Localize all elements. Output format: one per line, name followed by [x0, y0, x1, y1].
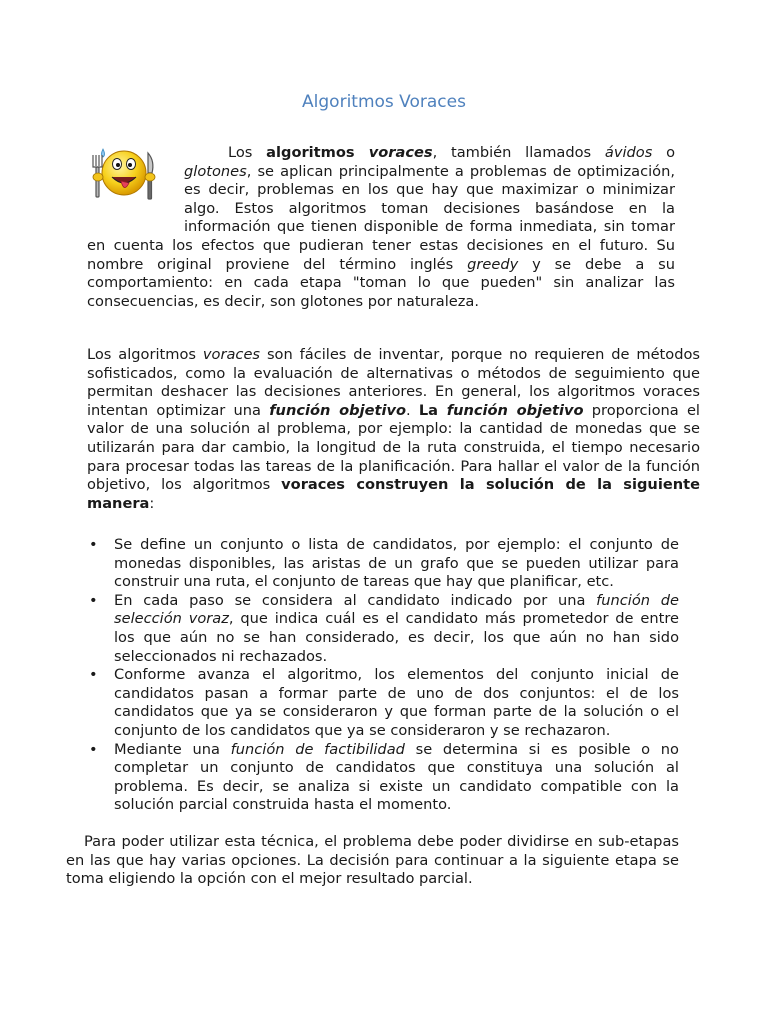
list-item-text: En cada paso se considera al candidato indicado por una: [114, 591, 597, 609]
bullet-list: [87, 536, 679, 815]
text: y se debe a su comportamiento: en cada etapa "toman lo que pueden" sin analizar las consecuencias, es decir, son glotones por naturaleza.: [87, 255, 675, 310]
italic-text: voraces: [202, 346, 261, 363]
text: o: [652, 144, 675, 161]
list-item: [87, 741, 679, 815]
bullet-marker: •: [89, 591, 98, 609]
bold-italic-text: función objetivo: [446, 401, 584, 419]
bold-text: voraces construyen la solución de la siguiente manera: [87, 476, 700, 512]
italic-text: función de factibilidad: [230, 740, 405, 758]
list-item: [87, 666, 679, 740]
closing-paragraph: Para poder utilizar esta técnica, el problema debe poder dividirse en sub-etapas en las que hay varias opciones. La decisión para continuar a la siguiente etapa se toma eligiendo la opción con el mejor resultado parcial.: [66, 833, 679, 888]
text: son fáciles de inventar, porque no requieren de métodos sofisticados, como la evaluación de alternativas o métodos de seguimiento que permitan deshacer las decisiones anteriores. En general, los algoritmos voraces intentan optimizar una: [87, 346, 700, 419]
list-item-text: Mediante una: [114, 740, 231, 758]
list-item: [87, 536, 679, 592]
intro-paragraph: [87, 144, 675, 311]
list-item-text: Conforme avanza el algoritmo, los elementos del conjunto inicial de candidatos pasan a formar parte de uno de dos conjuntos: el de los candidatos que ya se consideraron y que forman parte de la solución o el conjunto de los candidatos que ya se consideraron y se rechazaron.: [114, 666, 679, 739]
icon-wrap-space: [87, 144, 184, 219]
italic-text: ávidos: [604, 144, 653, 161]
italic-text: función de selección voraz: [114, 591, 680, 628]
text: .: [405, 401, 419, 419]
bullet-marker: •: [89, 536, 98, 553]
italic-text: greedy: [467, 255, 519, 273]
bold-text: algoritmos: [266, 144, 369, 161]
body-paragraph: [87, 346, 700, 513]
list-item-text: Se define un conjunto o lista de candidatos, por ejemplo: el conjunto de monedas disponibles, las aristas de un grafo que se pueden utilizar para construir una ruta, el conjunto de tareas que hay que planificar, etc.: [114, 536, 679, 591]
list-item: [87, 592, 679, 666]
list-item-text: , que indica cuál es el candidato más prometedor de entre los que aún no se han considerado, es decir, los que aún no han sido seleccionados ni rechazados.: [114, 610, 679, 665]
text: Los algoritmos: [87, 346, 203, 363]
bullet-marker: •: [89, 740, 98, 758]
text: Los: [228, 144, 267, 161]
bullet-marker: •: [89, 666, 98, 684]
list-item-text: se determina si es posible o no completar un conjunto de candidatos que constituya una solución al problema. Es decir, se analiza si existe un candidato compatible con la solución parcial construida hasta el momento.: [114, 740, 679, 814]
document-title: Algoritmos Voraces: [302, 92, 466, 112]
italic-text: glotones: [184, 162, 247, 180]
bold-italic-text: voraces: [368, 144, 433, 161]
bold-italic-text: función objetivo: [269, 401, 406, 419]
text: , se aplican principalmente a problemas de optimización, es decir, problemas en los que hay que maximizar o minimizar algo. Estos algoritmos toman decisiones basándose en la información que tienen disponible de forma inmediata, sin tomar en cuenta los efectos que pudieran tener estas decisiones en el futuro. Su nombre original proviene del término inglés: [87, 162, 675, 273]
text: :: [149, 494, 155, 512]
text: , también llamados: [432, 144, 605, 161]
bold-text: La: [418, 401, 447, 419]
text: proporciona el valor de una solución al problema, por ejemplo: la cantidad de monedas que se utilizarán para dar cambio, la longitud de la ruta construida, el tiempo necesario para procesar todas las tareas de la planificación. Para hallar el valor de la función objetivo, los algoritmos: [87, 401, 700, 494]
